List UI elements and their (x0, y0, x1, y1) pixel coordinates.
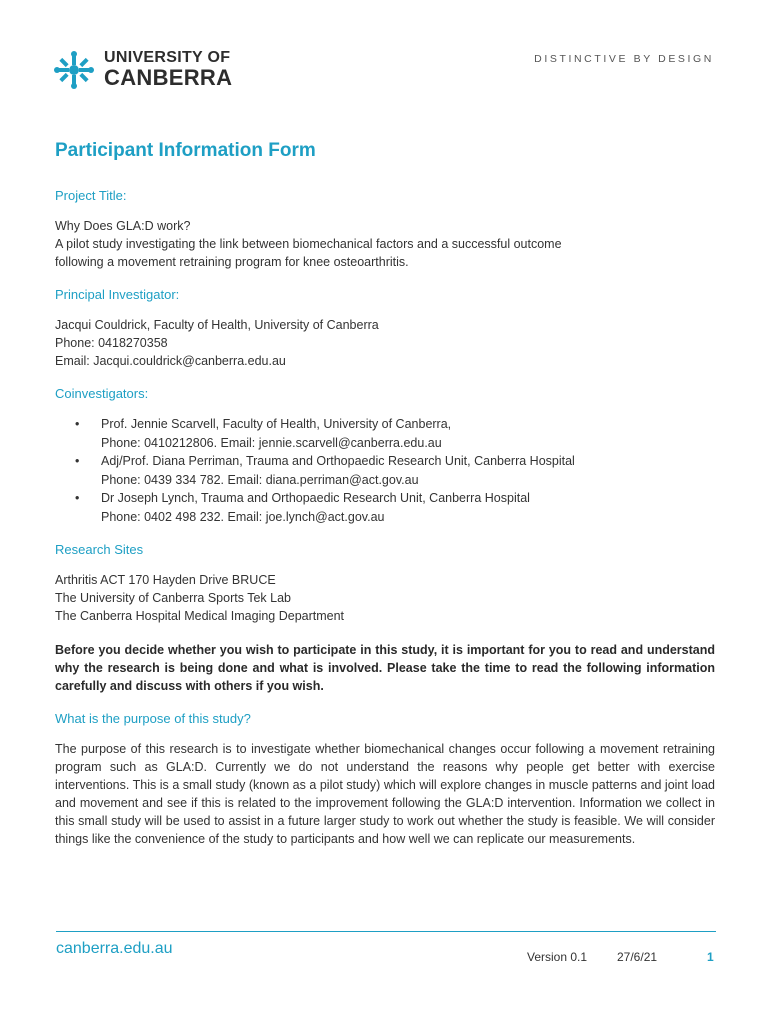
footer-website-link[interactable]: canberra.edu.au (56, 940, 173, 957)
tagline: DISTINCTIVE BY DESIGN (534, 53, 714, 65)
principal-investigator-details (55, 316, 715, 370)
list-item (55, 452, 715, 489)
coinvestigator-name: Adj/Prof. Diana Perriman, Trauma and Orthopaedic Research Unit, Canberra Hospital (101, 454, 575, 468)
list-item (55, 415, 715, 452)
coinvestigators-heading: Coinvestigators: (55, 386, 149, 401)
coinvestigator-contact: Phone: 0402 498 232. Email: joe.lynch@act.gov.au (101, 509, 385, 524)
bullet-icon: • (75, 417, 80, 431)
page-title: Participant Information Form (55, 140, 316, 161)
principal-investigator-heading: Principal Investigator: (55, 287, 180, 302)
principal-phone: Phone: 0418270358 (55, 336, 168, 350)
research-site: The University of Canberra Sports Tek Lab (55, 591, 291, 605)
footer-version: Version 0.1 (527, 950, 588, 964)
research-sites-heading: Research Sites (55, 542, 144, 557)
purpose-heading: What is the purpose of this study? (55, 711, 251, 726)
bullet-icon: • (75, 491, 80, 505)
logo-line-university: UNIVERSITY OF (104, 49, 231, 66)
principal-email: Email: Jacqui.couldrick@canberra.edu.au (55, 354, 286, 368)
logo-mark-icon (54, 51, 94, 89)
university-logo (54, 50, 232, 89)
bullet-icon: • (75, 454, 80, 468)
document-body (55, 140, 715, 848)
coinvestigator-contact: Phone: 0410212806. Email: jennie.scarvell@canberra.edu.au (101, 435, 442, 450)
footer-divider (56, 931, 716, 932)
research-site: Arthritis ACT 170 Hayden Drive BRUCE (55, 573, 276, 587)
research-sites-list (55, 571, 715, 625)
page-number: 1 (707, 950, 714, 964)
project-title-text (55, 217, 715, 271)
coinvestigator-name: Prof. Jennie Scarvell, Faculty of Health, University of Canberra, (101, 417, 452, 431)
project-title-heading: Project Title: (55, 188, 127, 203)
logo-line-canberra: CANBERRA (104, 65, 233, 90)
coinvestigators-list (55, 415, 715, 526)
footer-date: 27/6/21 (617, 950, 658, 964)
purpose-text: The purpose of this research is to investigate whether biomechanical changes occur following a movement retraining program such as GLA:D. Currently we do not understand the reasons why people get better with exercise interventions. This is a small study (known as a pilot study) which will explore changes in muscle patterns and joint load and movement and see if this is related to the improvement following the GLA:D intervention. Information we collect in this small study will be used to assist in a future larger study to work out whether the study is feasible. We will consider things like the convenience of the study to participants and how well we can replicate our measurements. (55, 742, 715, 846)
coinvestigator-contact: Phone: 0439 334 782. Email: diana.perriman@act.gov.au (101, 472, 419, 487)
research-site: The Canberra Hospital Medical Imaging Department (55, 609, 345, 623)
project-line: following a movement retraining program for knee osteoarthritis. (55, 255, 409, 269)
project-line: A pilot study investigating the link between biomechanical factors and a successful outcome (55, 237, 562, 251)
participation-notice: Before you decide whether you wish to participate in this study, it is important for you to read and understand why the research is being done and what is involved. Please take the time to read the following information carefully and discuss with others if you wish. (55, 643, 715, 693)
list-item (55, 489, 715, 526)
coinvestigator-name: Dr Joseph Lynch, Trauma and Orthopaedic Research Unit, Canberra Hospital (101, 491, 530, 505)
principal-name: Jacqui Couldrick, Faculty of Health, University of Canberra (55, 318, 379, 332)
project-line: Why Does GLA:D work? (55, 219, 191, 233)
